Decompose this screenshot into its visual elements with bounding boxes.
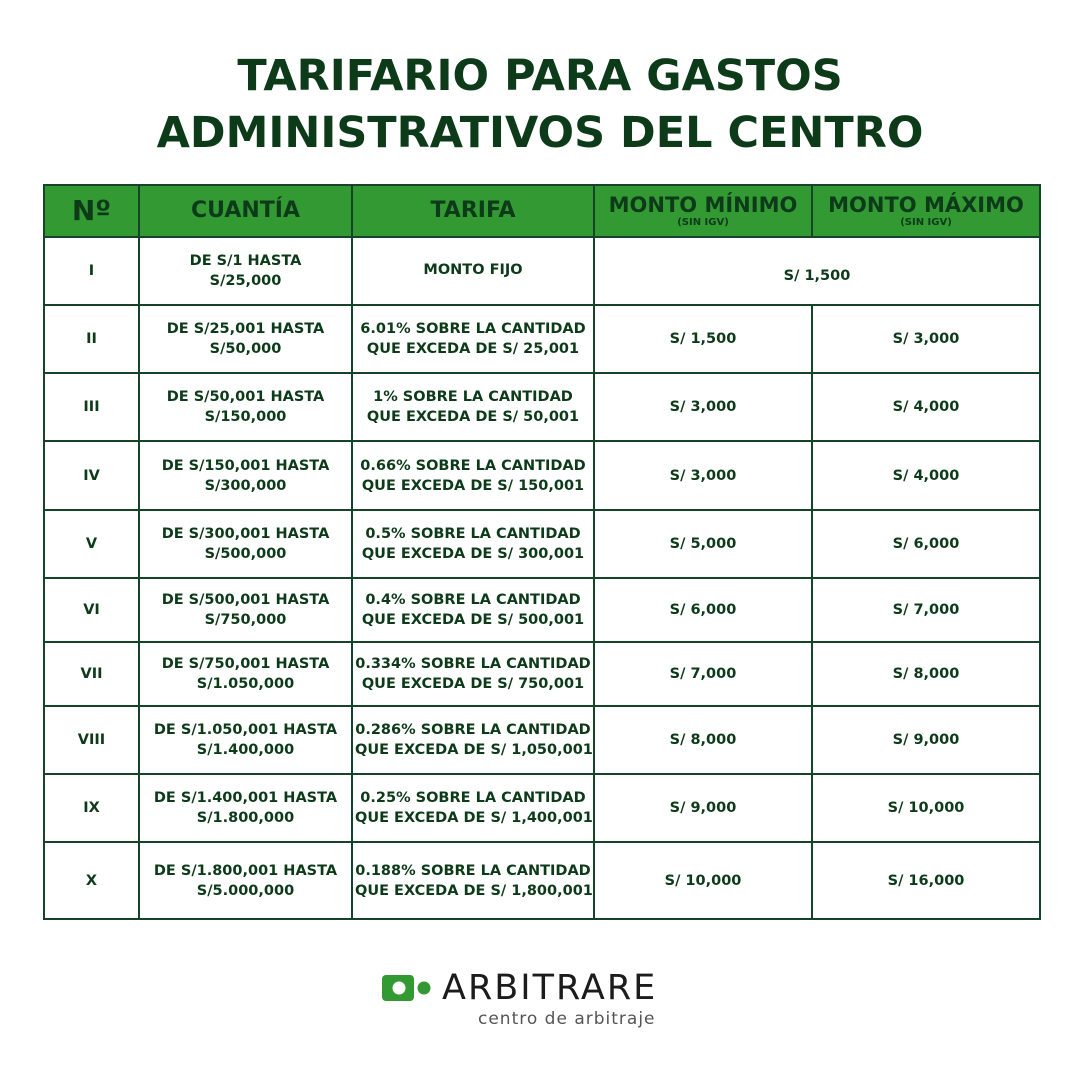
monto-maximo-cell: S/ 4,000 — [812, 441, 1040, 510]
cuantia-line: S/500,000 — [204, 546, 287, 562]
tarifa-line: QUE EXCEDA DE S/ 300,001 — [361, 546, 585, 562]
cuantia-cell — [139, 441, 352, 510]
monto-maximo-cell: S/ 16,000 — [812, 842, 1040, 919]
tarifa-cell — [352, 706, 594, 774]
cuantia-cell — [139, 578, 352, 642]
tarifa-line: 0.286% SOBRE LA CANTIDAD — [355, 722, 591, 738]
tarifa-cell — [352, 842, 594, 919]
header-no: Nº — [44, 185, 139, 237]
tarifa-line: 0.5% SOBRE LA CANTIDAD — [365, 526, 581, 542]
monto-fijo-cell: S/ 1,500 — [594, 237, 1040, 305]
header-monto-maximo — [812, 185, 1040, 237]
row-number-cell: VIII — [44, 706, 139, 774]
page-title-line-2: ADMINISTRATIVOS DEL CENTRO — [156, 108, 924, 158]
tarifa-line: QUE EXCEDA DE S/ 1,050,001 — [355, 742, 593, 758]
table-row — [44, 510, 1040, 578]
cuantia-line: DE S/500,001 HASTA — [161, 592, 330, 608]
cuantia-cell — [139, 305, 352, 373]
tarifa-cell — [352, 305, 594, 373]
monto-minimo-cell: S/ 8,000 — [594, 706, 812, 774]
table-row — [44, 373, 1040, 441]
monto-minimo-cell: S/ 3,000 — [594, 441, 812, 510]
monto-maximo-cell: S/ 9,000 — [812, 706, 1040, 774]
row-number-cell: III — [44, 373, 139, 441]
tarifa-line: 6.01% SOBRE LA CANTIDAD — [360, 321, 586, 337]
row-number-cell: VI — [44, 578, 139, 642]
page-title-line-1: TARIFARIO PARA GASTOS — [237, 51, 843, 101]
table-row — [44, 842, 1040, 919]
tarifa-line: QUE EXCEDA DE S/ 50,001 — [366, 409, 580, 425]
cuantia-line: DE S/150,001 HASTA — [161, 457, 330, 474]
tarifa-cell — [352, 642, 594, 706]
monto-maximo-cell: S/ 8,000 — [812, 642, 1040, 706]
header-monto-maximo-note: (SIN IGV) — [900, 217, 952, 228]
arbitrare-logo — [382, 968, 712, 1038]
tarifa-line: 0.25% SOBRE LA CANTIDAD — [360, 790, 586, 806]
cuantia-line: DE S/1.400,001 HASTA — [153, 790, 338, 806]
table-row — [44, 578, 1040, 642]
cuantia-cell — [139, 774, 352, 842]
arbitrare-logo-icon — [382, 974, 432, 1002]
cuantia-line: S/25,000 — [209, 273, 282, 289]
tarifa-cell — [352, 774, 594, 842]
monto-minimo-cell: S/ 10,000 — [594, 842, 812, 919]
monto-maximo-cell: S/ 6,000 — [812, 510, 1040, 578]
logo-tagline: centro de arbitraje — [478, 1009, 656, 1029]
cuantia-cell — [139, 706, 352, 774]
cuantia-line: DE S/50,001 HASTA — [166, 389, 325, 405]
tarifa-cell — [352, 441, 594, 510]
cuantia-line: S/300,000 — [204, 477, 287, 494]
tarifa-cell — [352, 510, 594, 578]
cuantia-cell — [139, 373, 352, 441]
cuantia-line: S/750,000 — [204, 612, 287, 628]
monto-minimo-cell: S/ 7,000 — [594, 642, 812, 706]
cuantia-line: DE S/25,001 HASTA — [166, 321, 325, 337]
cuantia-line: DE S/1.050,001 HASTA — [153, 722, 338, 738]
row-number-cell: IX — [44, 774, 139, 842]
cuantia-line: S/1.800,000 — [196, 810, 295, 826]
table-row — [44, 237, 1040, 305]
table-row — [44, 774, 1040, 842]
cuantia-line: S/1.050,000 — [196, 676, 295, 692]
cuantia-cell — [139, 642, 352, 706]
row-number-cell: IV — [44, 441, 139, 510]
tarifa-line: 0.66% SOBRE LA CANTIDAD — [360, 457, 586, 474]
tarifa-line: QUE EXCEDA DE S/ 150,001 — [361, 477, 585, 494]
header-monto-minimo — [594, 185, 812, 237]
cuantia-line: DE S/1 HASTA — [189, 253, 302, 269]
logo-wordmark: ARBITRARE — [442, 968, 658, 1008]
tarifa-cell — [352, 578, 594, 642]
cuantia-cell — [139, 842, 352, 919]
monto-maximo-cell: S/ 4,000 — [812, 373, 1040, 441]
header-cuantia: CUANTÍA — [139, 185, 352, 237]
header-monto-minimo-note: (SIN IGV) — [677, 217, 729, 228]
tarifa-line: QUE EXCEDA DE S/ 1,800,001 — [355, 882, 593, 899]
row-number-cell: I — [44, 237, 139, 305]
cuantia-line: S/150,000 — [204, 409, 287, 425]
tarifa-line: QUE EXCEDA DE S/ 25,001 — [366, 341, 580, 357]
monto-minimo-cell: S/ 9,000 — [594, 774, 812, 842]
table-header-row — [44, 185, 1040, 237]
table-row — [44, 305, 1040, 373]
monto-minimo-cell: S/ 5,000 — [594, 510, 812, 578]
cuantia-line: DE S/750,001 HASTA — [161, 656, 330, 672]
monto-minimo-cell: S/ 6,000 — [594, 578, 812, 642]
row-number-cell: VII — [44, 642, 139, 706]
cuantia-cell — [139, 237, 352, 305]
cuantia-line: S/5.000,000 — [196, 882, 295, 899]
tariff-table-body — [44, 237, 1040, 919]
tarifa-cell — [352, 237, 594, 305]
monto-maximo-cell: S/ 3,000 — [812, 305, 1040, 373]
cuantia-line: DE S/300,001 HASTA — [161, 526, 330, 542]
tariff-table — [43, 184, 1041, 920]
monto-minimo-cell: S/ 1,500 — [594, 305, 812, 373]
table-row — [44, 642, 1040, 706]
tarifa-line: MONTO FIJO — [423, 262, 523, 278]
cuantia-line: S/50,000 — [209, 341, 282, 357]
cuantia-cell — [139, 510, 352, 578]
tarifa-line: 0.334% SOBRE LA CANTIDAD — [355, 656, 591, 672]
cuantia-line: S/1.400,000 — [196, 742, 295, 758]
page-title — [0, 48, 1080, 162]
monto-maximo-cell: S/ 10,000 — [812, 774, 1040, 842]
tarifa-line: 0.4% SOBRE LA CANTIDAD — [365, 592, 581, 608]
tarifa-line: 1% SOBRE LA CANTIDAD — [373, 389, 573, 405]
table-row — [44, 706, 1040, 774]
row-number-cell: V — [44, 510, 139, 578]
tarifa-line: 0.188% SOBRE LA CANTIDAD — [355, 862, 591, 879]
tarifa-line: QUE EXCEDA DE S/ 500,001 — [361, 612, 585, 628]
tarifa-line: QUE EXCEDA DE S/ 1,400,001 — [355, 810, 593, 826]
monto-minimo-cell: S/ 3,000 — [594, 373, 812, 441]
row-number-cell: X — [44, 842, 139, 919]
header-monto-maximo-label: MONTO MÁXIMO — [828, 193, 1024, 217]
row-number-cell: II — [44, 305, 139, 373]
monto-maximo-cell: S/ 7,000 — [812, 578, 1040, 642]
tarifa-line: QUE EXCEDA DE S/ 750,001 — [361, 676, 585, 692]
cuantia-line: DE S/1.800,001 HASTA — [153, 862, 338, 879]
header-tarifa: TARIFA — [352, 185, 594, 237]
header-monto-minimo-label: MONTO MÍNIMO — [608, 193, 798, 217]
tarifa-cell — [352, 373, 594, 441]
table-row — [44, 441, 1040, 510]
